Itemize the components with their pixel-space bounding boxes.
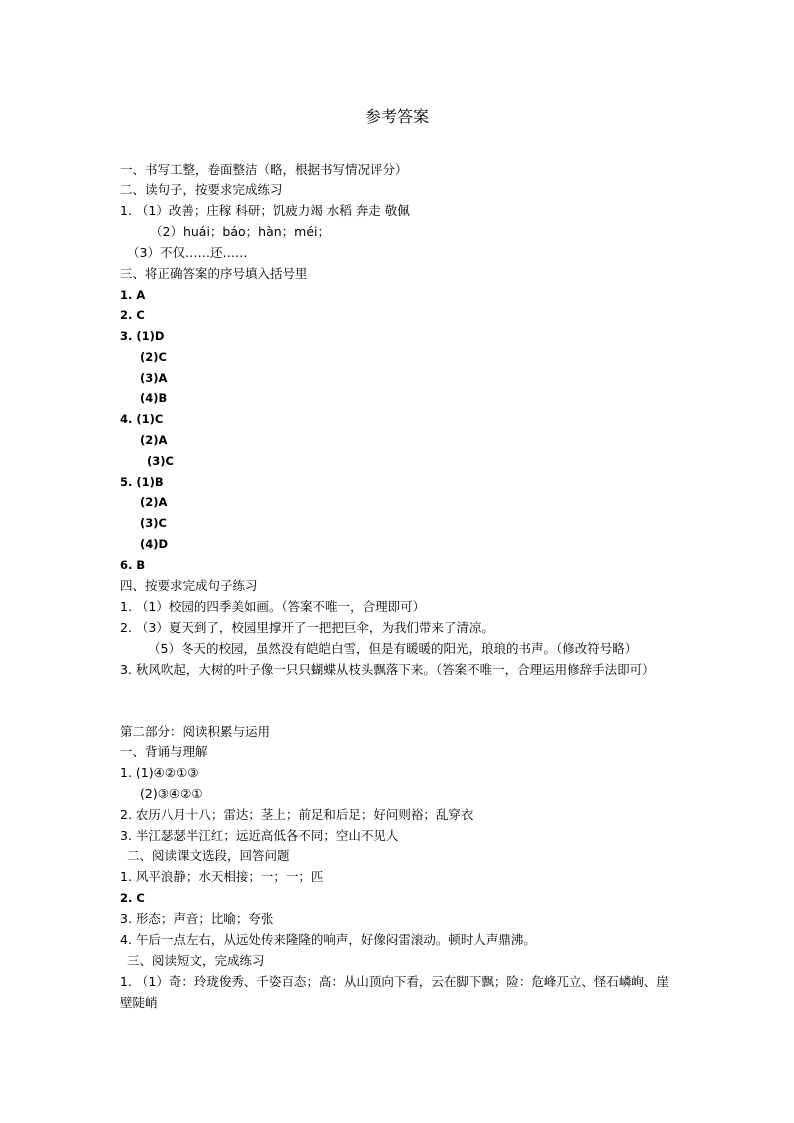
answer-line: 4. (1)C [120,412,164,426]
answer-line: (2)A [140,433,168,447]
answer-line: (3)C [140,516,167,530]
answer-line: 2. C [120,308,145,322]
answer-line: 2. C [120,891,145,905]
answer-line: 1. （1）奇：玲珑俊秀、千姿百态；高：从山顶向下看，云在脚下飘；险：危峰兀立、怪石嶙峋、崖壁陡峭 [120,974,669,1010]
answer-line: 1. A [120,288,146,302]
answer-line: （3）不仅……还…… [127,245,248,260]
section-heading: 二、阅读课文选段，回答问题 [127,848,290,863]
answer-line: 3. (1)D [120,329,165,343]
answer-line: (3)A [140,371,168,385]
answer-line: 4. 午后一点左右，从远处传来隆隆的响声，好像闷雷滚动。顿时人声鼎沸。 [120,932,536,947]
answer-line: （2）huái；báo；hàn；méi； [150,224,331,239]
answer-line: 1. （1）改善；庄稼 科研；饥疲力竭 水稻 奔走 敬佩 [120,203,410,218]
answer-line: (4)B [140,391,168,405]
answer-line: 5. (1)B [120,475,164,489]
section-heading: 一、书写工整，卷面整洁（略，根据书写情况评分） [120,162,408,177]
answer-line: 1. (1)④②①③ [120,765,199,780]
answer-line: 6. B [120,558,146,572]
answer-line: (2)C [140,350,167,364]
answer-line: (2)③④②① [140,786,203,801]
answer-line: (3)C [147,454,174,468]
answer-line: 2. 农历八月十八；雷达；茎上；前足和后足；好问则裕；乱穿衣 [120,807,474,822]
answer-line: 3. 秋风吹起，大树的叶子像一只只蝴蝶从枝头飘落下来。（答案不唯一，合理运用修辞手法即可） [120,662,655,677]
page-title: 参考答案 [364,107,429,126]
answer-line: （5）冬天的校园，虽然没有皑皑白雪，但是有暖暖的阳光，琅琅的书声。（修改符号略） [148,641,638,656]
answer-line: 1. 风平浪静；水天相接；一；一；匹 [120,869,324,884]
answer-line: 2. （3）夏天到了，校园里撑开了一把把巨伞，为我们带来了清凉。 [120,620,494,635]
part-heading: 第二部分：阅读积累与运用 [120,724,271,739]
section-heading: 三、阅读短文，完成练习 [127,953,265,968]
section-heading: 一、背诵与理解 [120,744,208,759]
section-heading: 四、按要求完成句子练习 [120,578,258,593]
answer-line: 3. 半江瑟瑟半江红；远近高低各不同；空山不见人 [120,828,399,843]
answer-line: (4)D [140,537,169,551]
answer-line: (2)A [140,495,168,509]
answer-line: 1. （1）校园的四季美如画。（答案不唯一，合理即可） [120,599,426,614]
section-heading: 二、读句子，按要求完成练习 [120,182,283,197]
section-heading: 三、将正确答案的序号填入括号里 [120,266,308,281]
answer-line: 3. 形态；声音；比喻；夸张 [120,911,274,926]
